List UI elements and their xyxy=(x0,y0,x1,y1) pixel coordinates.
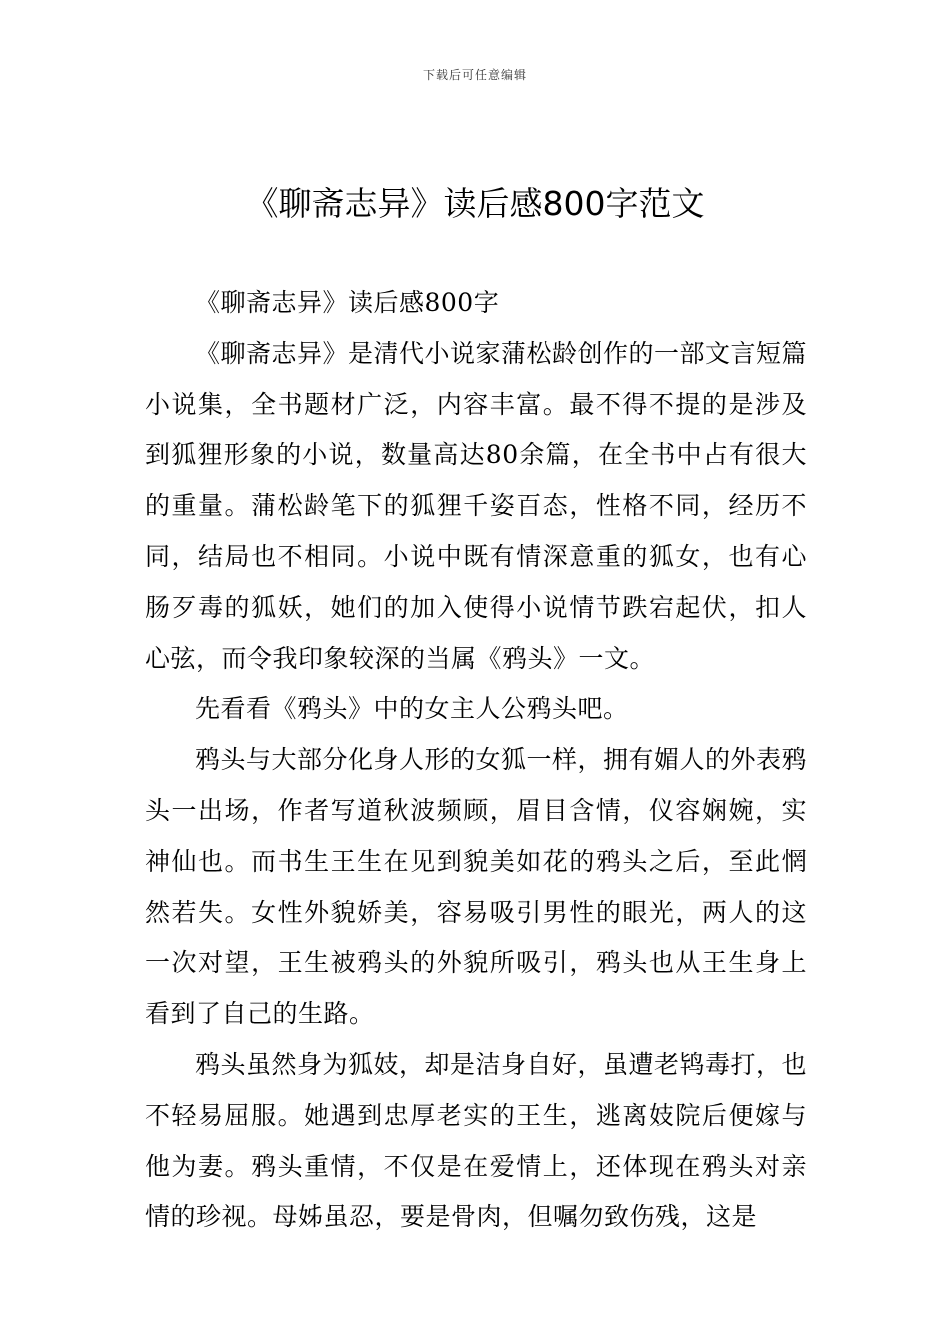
document-body xyxy=(145,278,807,1243)
document-title: 《聊斋志异》读后感800字范文 xyxy=(245,184,705,223)
paragraph-subtitle: 《聊斋志异》读后感800字 xyxy=(195,288,500,317)
paragraph-appearance: 鸦头与大部分化身人形的女狐一样，拥有媚人的外表鸦头一出场，作者写道秋波频顾，眉目含情，仪容娴婉，实神仙也。而书生王生在见到貌美如花的鸦头之后，至此惘然若失。女性外貌娇美，容易吸引男性的眼光，两人的这一次对望，王生被鸦头的外貌所吸引，鸦头也从王生身上看到了自己的生路。 xyxy=(145,745,808,1029)
header-note: 下载后可任意编辑 xyxy=(422,68,527,82)
paragraph-character: 鸦头虽然身为狐妓，却是洁身自好，虽遭老鸨毒打，也不轻易屈服。她遇到忠厚老实的王生，逃离妓院后便嫁与他为妻。鸦头重情，不仅是在爱情上，还体现在鸦头对亲情的珍视。母姊虽忍，要是骨肉，但嘱勿致伤残，这是 xyxy=(145,1049,808,1232)
paragraph-intro: 《聊斋志异》是清代小说家蒲松龄创作的一部文言短篇小说集，全书题材广泛，内容丰富。最不得不提的是涉及到狐狸形象的小说，数量高达80余篇，在全书中占有很大的重量。蒲松龄笔下的狐狸千姿百态，性格不同，经历不同，结局也不相同。小说中既有情深意重的狐女，也有心肠歹毒的狐妖，她们的加入使得小说情节跌宕起伏，扣人心弦，而令我印象较深的当属《鸦头》一文。 xyxy=(145,338,808,673)
paragraph-heroine: 先看看《鸦头》中的女主人公鸦头吧。 xyxy=(195,694,629,724)
